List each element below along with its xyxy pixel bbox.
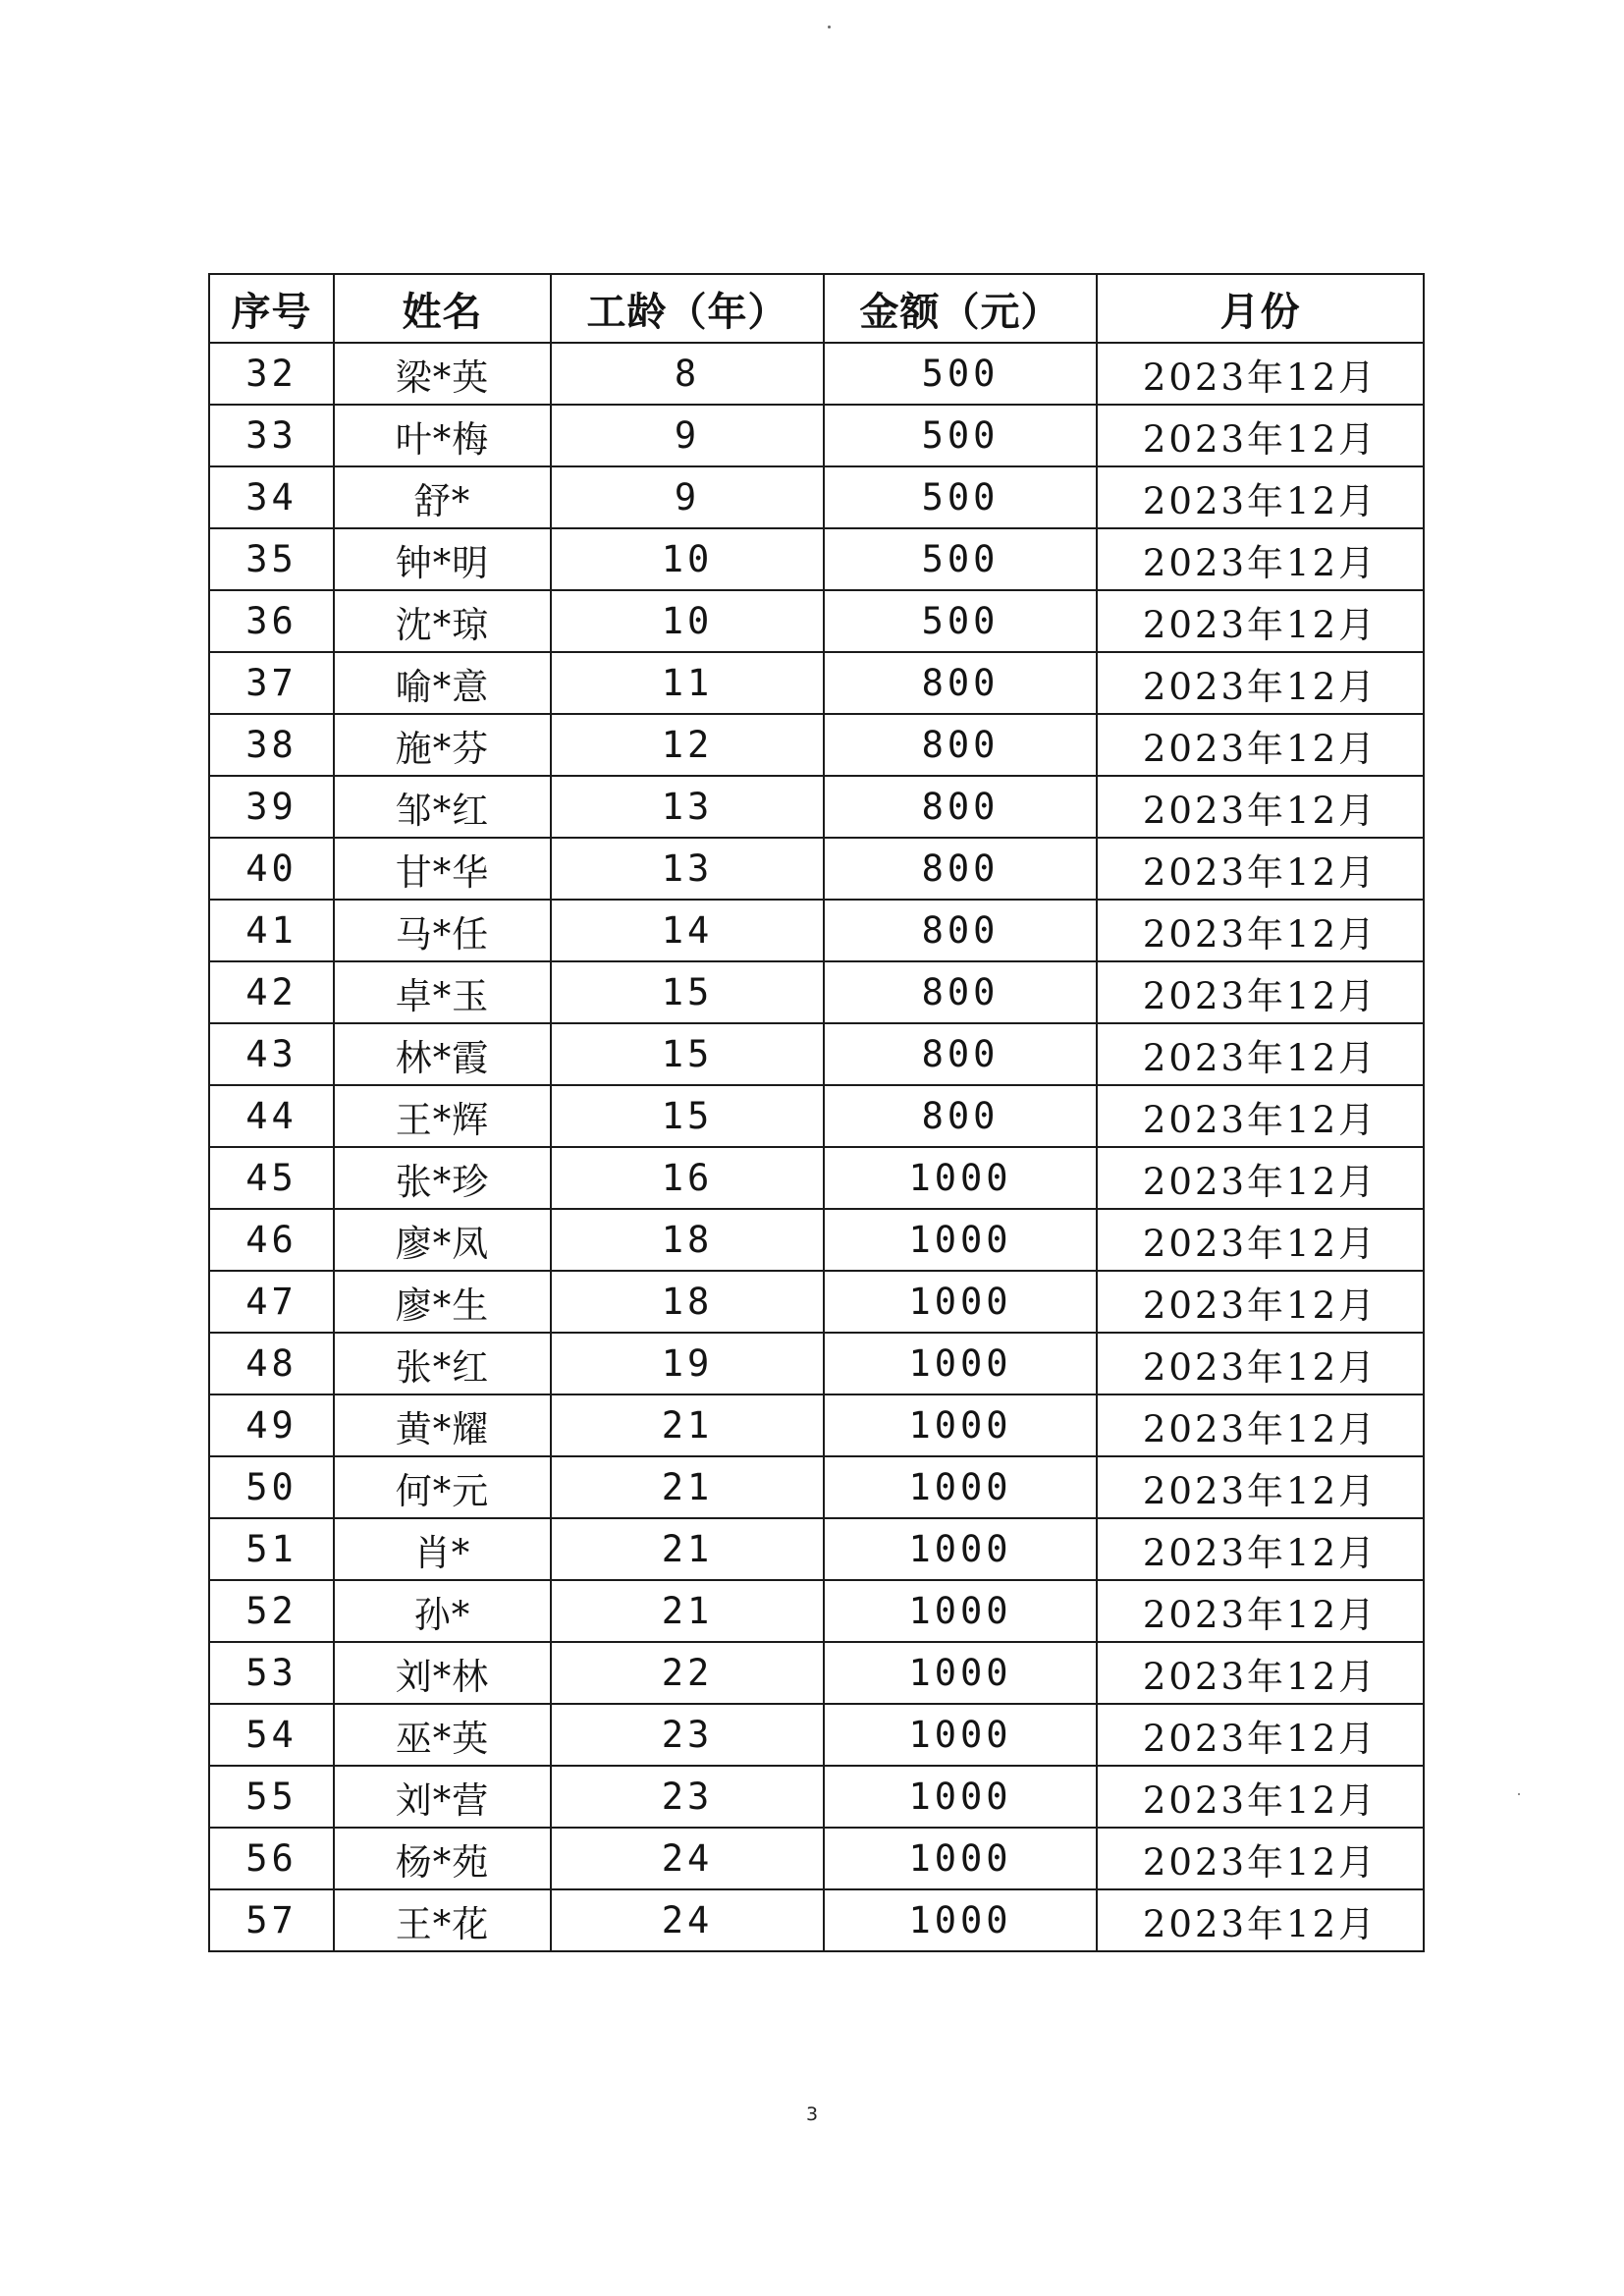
cell-amount: 500 (824, 590, 1097, 652)
table-row (209, 1580, 1424, 1642)
cell-name: 廖*凤 (334, 1209, 551, 1271)
header-amount: 金额（元） (824, 274, 1097, 343)
cell-amount: 800 (824, 1085, 1097, 1147)
table-row (209, 1085, 1424, 1147)
cell-month: 2023年12月 (1097, 528, 1424, 590)
cell-amount: 800 (824, 776, 1097, 838)
cell-name: 刘*林 (334, 1642, 551, 1704)
table-row (209, 1209, 1424, 1271)
cell-index: 41 (209, 900, 334, 961)
cell-month: 2023年12月 (1097, 590, 1424, 652)
cell-index: 53 (209, 1642, 334, 1704)
cell-amount: 1000 (824, 1394, 1097, 1456)
cell-index: 50 (209, 1456, 334, 1518)
table-row (209, 1456, 1424, 1518)
table-row (209, 466, 1424, 528)
cell-years: 8 (551, 343, 824, 405)
cell-name: 沈*琼 (334, 590, 551, 652)
cell-years: 12 (551, 714, 824, 776)
cell-index: 57 (209, 1889, 334, 1951)
table-row (209, 1828, 1424, 1889)
cell-name: 舒* (334, 466, 551, 528)
cell-years: 23 (551, 1766, 824, 1828)
cell-years: 18 (551, 1209, 824, 1271)
cell-amount: 500 (824, 466, 1097, 528)
cell-month: 2023年12月 (1097, 1580, 1424, 1642)
cell-years: 10 (551, 528, 824, 590)
cell-amount: 1000 (824, 1209, 1097, 1271)
subsidy-table (208, 273, 1425, 1952)
cell-name: 甘*华 (334, 838, 551, 900)
cell-index: 49 (209, 1394, 334, 1456)
cell-amount: 1000 (824, 1704, 1097, 1766)
cell-amount: 1000 (824, 1766, 1097, 1828)
table-row (209, 528, 1424, 590)
cell-years: 11 (551, 652, 824, 714)
header-name: 姓名 (334, 274, 551, 343)
table-row (209, 1704, 1424, 1766)
table-row (209, 405, 1424, 466)
table-row (209, 1394, 1424, 1456)
table-row (209, 714, 1424, 776)
cell-years: 21 (551, 1394, 824, 1456)
cell-month: 2023年12月 (1097, 961, 1424, 1023)
cell-years: 16 (551, 1147, 824, 1209)
cell-years: 15 (551, 1023, 824, 1085)
cell-month: 2023年12月 (1097, 776, 1424, 838)
cell-index: 37 (209, 652, 334, 714)
cell-name: 施*芬 (334, 714, 551, 776)
cell-month: 2023年12月 (1097, 1333, 1424, 1394)
table-row (209, 1271, 1424, 1333)
scan-speck (1518, 1793, 1520, 1795)
cell-amount: 1000 (824, 1147, 1097, 1209)
cell-name: 钟*明 (334, 528, 551, 590)
cell-month: 2023年12月 (1097, 838, 1424, 900)
cell-index: 32 (209, 343, 334, 405)
cell-amount: 1000 (824, 1828, 1097, 1889)
header-years: 工龄（年） (551, 274, 824, 343)
cell-month: 2023年12月 (1097, 343, 1424, 405)
cell-index: 36 (209, 590, 334, 652)
cell-years: 13 (551, 776, 824, 838)
cell-month: 2023年12月 (1097, 1456, 1424, 1518)
cell-years: 19 (551, 1333, 824, 1394)
cell-month: 2023年12月 (1097, 1085, 1424, 1147)
cell-name: 巫*英 (334, 1704, 551, 1766)
cell-index: 47 (209, 1271, 334, 1333)
cell-index: 38 (209, 714, 334, 776)
cell-amount: 1000 (824, 1333, 1097, 1394)
header-month: 月份 (1097, 274, 1424, 343)
cell-name: 王*辉 (334, 1085, 551, 1147)
cell-name: 刘*营 (334, 1766, 551, 1828)
cell-month: 2023年12月 (1097, 1147, 1424, 1209)
cell-years: 10 (551, 590, 824, 652)
cell-name: 叶*梅 (334, 405, 551, 466)
cell-years: 21 (551, 1456, 824, 1518)
cell-amount: 500 (824, 405, 1097, 466)
cell-amount: 500 (824, 528, 1097, 590)
cell-index: 39 (209, 776, 334, 838)
cell-index: 34 (209, 466, 334, 528)
cell-amount: 1000 (824, 1518, 1097, 1580)
cell-month: 2023年12月 (1097, 1271, 1424, 1333)
cell-years: 9 (551, 405, 824, 466)
cell-name: 王*花 (334, 1889, 551, 1951)
cell-name: 黄*耀 (334, 1394, 551, 1456)
cell-years: 21 (551, 1580, 824, 1642)
table-row (209, 652, 1424, 714)
cell-month: 2023年12月 (1097, 900, 1424, 961)
table-row (209, 1889, 1424, 1951)
cell-amount: 800 (824, 900, 1097, 961)
cell-month: 2023年12月 (1097, 405, 1424, 466)
cell-amount: 500 (824, 343, 1097, 405)
cell-index: 48 (209, 1333, 334, 1394)
table-row (209, 343, 1424, 405)
cell-years: 18 (551, 1271, 824, 1333)
cell-name: 林*霞 (334, 1023, 551, 1085)
cell-month: 2023年12月 (1097, 1828, 1424, 1889)
cell-index: 46 (209, 1209, 334, 1271)
cell-index: 51 (209, 1518, 334, 1580)
cell-years: 21 (551, 1518, 824, 1580)
cell-amount: 1000 (824, 1271, 1097, 1333)
page-number: 3 (805, 2104, 819, 2125)
cell-name: 张*珍 (334, 1147, 551, 1209)
table-row (209, 590, 1424, 652)
cell-name: 邹*红 (334, 776, 551, 838)
cell-name: 肖* (334, 1518, 551, 1580)
cell-amount: 800 (824, 961, 1097, 1023)
cell-amount: 800 (824, 652, 1097, 714)
cell-years: 24 (551, 1828, 824, 1889)
cell-years: 23 (551, 1704, 824, 1766)
cell-month: 2023年12月 (1097, 1394, 1424, 1456)
cell-index: 44 (209, 1085, 334, 1147)
cell-amount: 800 (824, 1023, 1097, 1085)
cell-name: 卓*玉 (334, 961, 551, 1023)
cell-name: 张*红 (334, 1333, 551, 1394)
cell-years: 15 (551, 1085, 824, 1147)
cell-index: 56 (209, 1828, 334, 1889)
cell-name: 梁*英 (334, 343, 551, 405)
header-index: 序号 (209, 274, 334, 343)
cell-month: 2023年12月 (1097, 1209, 1424, 1271)
cell-month: 2023年12月 (1097, 1023, 1424, 1085)
cell-amount: 1000 (824, 1642, 1097, 1704)
table-row (209, 1333, 1424, 1394)
table-row (209, 776, 1424, 838)
cell-month: 2023年12月 (1097, 1704, 1424, 1766)
cell-amount: 1000 (824, 1456, 1097, 1518)
scan-speck (828, 26, 831, 28)
cell-amount: 1000 (824, 1580, 1097, 1642)
cell-years: 22 (551, 1642, 824, 1704)
cell-index: 33 (209, 405, 334, 466)
table-body (209, 343, 1424, 1951)
cell-name: 马*任 (334, 900, 551, 961)
cell-index: 55 (209, 1766, 334, 1828)
cell-name: 何*元 (334, 1456, 551, 1518)
cell-name: 孙* (334, 1580, 551, 1642)
cell-index: 54 (209, 1704, 334, 1766)
cell-month: 2023年12月 (1097, 1766, 1424, 1828)
table-row (209, 1023, 1424, 1085)
cell-years: 24 (551, 1889, 824, 1951)
cell-month: 2023年12月 (1097, 714, 1424, 776)
table-row (209, 1766, 1424, 1828)
table-row (209, 961, 1424, 1023)
cell-index: 35 (209, 528, 334, 590)
cell-index: 43 (209, 1023, 334, 1085)
table-header-row (209, 274, 1424, 343)
cell-years: 15 (551, 961, 824, 1023)
cell-index: 40 (209, 838, 334, 900)
cell-month: 2023年12月 (1097, 652, 1424, 714)
cell-years: 9 (551, 466, 824, 528)
cell-name: 杨*苑 (334, 1828, 551, 1889)
cell-years: 13 (551, 838, 824, 900)
cell-index: 42 (209, 961, 334, 1023)
table-row (209, 1642, 1424, 1704)
cell-name: 喻*意 (334, 652, 551, 714)
cell-amount: 800 (824, 714, 1097, 776)
cell-amount: 800 (824, 838, 1097, 900)
table-row (209, 1147, 1424, 1209)
table-row (209, 1518, 1424, 1580)
table-row (209, 838, 1424, 900)
cell-amount: 1000 (824, 1889, 1097, 1951)
cell-index: 45 (209, 1147, 334, 1209)
cell-month: 2023年12月 (1097, 1889, 1424, 1951)
table-row (209, 900, 1424, 961)
cell-month: 2023年12月 (1097, 466, 1424, 528)
cell-month: 2023年12月 (1097, 1518, 1424, 1580)
cell-index: 52 (209, 1580, 334, 1642)
cell-month: 2023年12月 (1097, 1642, 1424, 1704)
cell-name: 廖*生 (334, 1271, 551, 1333)
cell-years: 14 (551, 900, 824, 961)
